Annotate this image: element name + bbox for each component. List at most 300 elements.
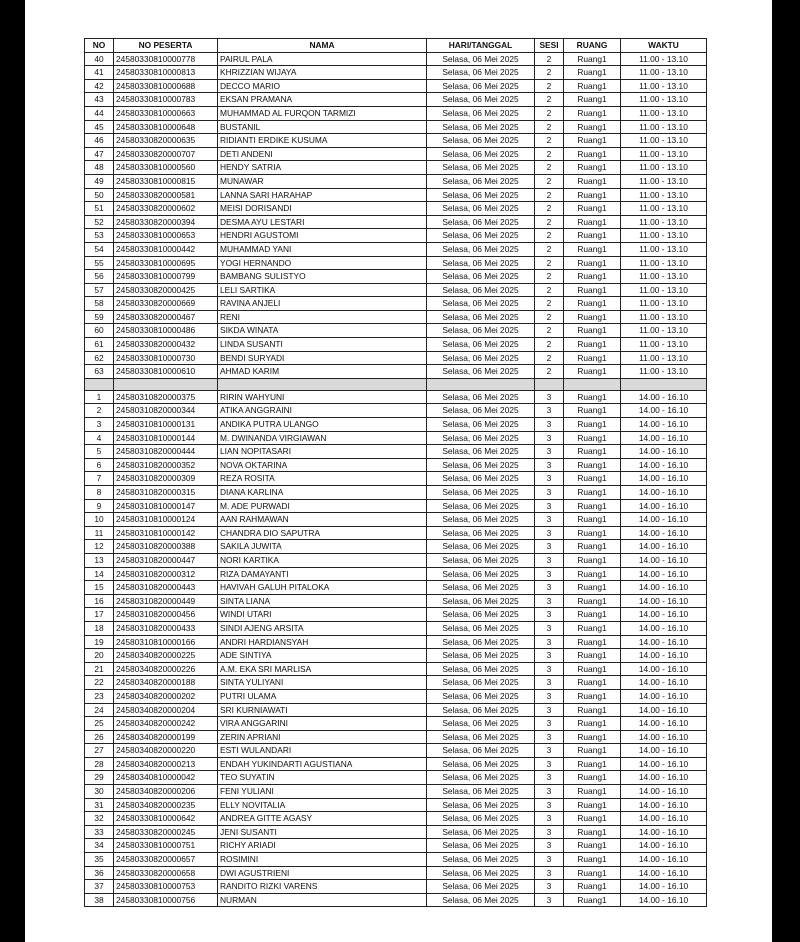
cell-no: 47: [85, 147, 114, 161]
cell-ruang: Ruang1: [564, 431, 621, 445]
cell-ruang: Ruang1: [564, 202, 621, 216]
cell-no: 5: [85, 445, 114, 459]
cell-no-peserta: 24580310820000449: [114, 594, 218, 608]
cell-hari-tanggal: Selasa, 06 Mei 2025: [427, 338, 535, 352]
cell-sesi: 2: [535, 242, 564, 256]
cell-nama: ZERIN APRIANI: [218, 730, 427, 744]
cell-ruang: Ruang1: [564, 717, 621, 731]
table-row: [85, 431, 707, 445]
cell-nama: RAVINA ANJELI: [218, 297, 427, 311]
table-row: [85, 567, 707, 581]
cell-hari-tanggal: Selasa, 06 Mei 2025: [427, 689, 535, 703]
cell-sesi: 3: [535, 825, 564, 839]
cell-hari-tanggal: Selasa, 06 Mei 2025: [427, 297, 535, 311]
cell-hari-tanggal: Selasa, 06 Mei 2025: [427, 621, 535, 635]
cell-ruang: Ruang1: [564, 486, 621, 500]
cell-waktu: 11.00 - 13.10: [621, 161, 707, 175]
cell-waktu: 11.00 - 13.10: [621, 338, 707, 352]
cell-waktu: 11.00 - 13.10: [621, 79, 707, 93]
cell-nama: MUNAWAR: [218, 174, 427, 188]
cell-hari-tanggal: Selasa, 06 Mei 2025: [427, 608, 535, 622]
table-row: [85, 744, 707, 758]
cell-waktu: 11.00 - 13.10: [621, 215, 707, 229]
cell-hari-tanggal: Selasa, 06 Mei 2025: [427, 134, 535, 148]
cell-ruang: Ruang1: [564, 351, 621, 365]
cell-sesi: 2: [535, 147, 564, 161]
cell-no: 42: [85, 79, 114, 93]
cell-nama: ELLY NOVITALIA: [218, 798, 427, 812]
separator-cell: [621, 378, 707, 390]
cell-sesi: 3: [535, 499, 564, 513]
cell-waktu: 14.00 - 16.10: [621, 621, 707, 635]
cell-hari-tanggal: Selasa, 06 Mei 2025: [427, 649, 535, 663]
cell-ruang: Ruang1: [564, 553, 621, 567]
cell-no-peserta: 24580330820000394: [114, 215, 218, 229]
cell-hari-tanggal: Selasa, 06 Mei 2025: [427, 757, 535, 771]
cell-ruang: Ruang1: [564, 229, 621, 243]
cell-sesi: 3: [535, 608, 564, 622]
cell-sesi: 2: [535, 161, 564, 175]
cell-ruang: Ruang1: [564, 676, 621, 690]
cell-no: 26: [85, 730, 114, 744]
cell-ruang: Ruang1: [564, 404, 621, 418]
cell-no-peserta: 24580330820000581: [114, 188, 218, 202]
table-row: [85, 621, 707, 635]
session-separator-row: [85, 378, 707, 390]
table-row: [85, 839, 707, 853]
cell-no-peserta: 24580310810000131: [114, 418, 218, 432]
cell-nama: LIAN NOPITASARI: [218, 445, 427, 459]
cell-no: 22: [85, 676, 114, 690]
header-sesi: SESI: [535, 39, 564, 53]
table-row: [85, 608, 707, 622]
cell-no: 35: [85, 853, 114, 867]
cell-nama: RIDIANTI ERDIKE KUSUMA: [218, 134, 427, 148]
table-row: [85, 853, 707, 867]
cell-nama: RIRIN WAHYUNI: [218, 390, 427, 404]
cell-sesi: 2: [535, 174, 564, 188]
table-row: [85, 499, 707, 513]
cell-no: 48: [85, 161, 114, 175]
table-row: [85, 161, 707, 175]
cell-ruang: Ruang1: [564, 526, 621, 540]
cell-nama: TEO SUYATIN: [218, 771, 427, 785]
cell-no: 62: [85, 351, 114, 365]
cell-no: 23: [85, 689, 114, 703]
cell-hari-tanggal: Selasa, 06 Mei 2025: [427, 458, 535, 472]
table-row: [85, 202, 707, 216]
cell-ruang: Ruang1: [564, 161, 621, 175]
cell-sesi: 2: [535, 106, 564, 120]
cell-nama: BUSTANIL: [218, 120, 427, 134]
cell-no: 34: [85, 839, 114, 853]
cell-no-peserta: 24580310810000142: [114, 526, 218, 540]
cell-sesi: 3: [535, 404, 564, 418]
cell-nama: NOVA OKTARINA: [218, 458, 427, 472]
cell-waktu: 14.00 - 16.10: [621, 649, 707, 663]
cell-waktu: 14.00 - 16.10: [621, 853, 707, 867]
table-row: [85, 893, 707, 907]
table-row: [85, 689, 707, 703]
cell-hari-tanggal: Selasa, 06 Mei 2025: [427, 771, 535, 785]
cell-no: 38: [85, 893, 114, 907]
table-row: [85, 188, 707, 202]
cell-sesi: 3: [535, 635, 564, 649]
cell-no: 50: [85, 188, 114, 202]
cell-hari-tanggal: Selasa, 06 Mei 2025: [427, 472, 535, 486]
cell-waktu: 14.00 - 16.10: [621, 404, 707, 418]
table-row: [85, 404, 707, 418]
cell-nama: ADE SINTIYA: [218, 649, 427, 663]
cell-sesi: 3: [535, 866, 564, 880]
cell-ruang: Ruang1: [564, 608, 621, 622]
cell-ruang: Ruang1: [564, 215, 621, 229]
cell-sesi: 3: [535, 812, 564, 826]
cell-nama: ESTI WULANDARI: [218, 744, 427, 758]
cell-nama: EKSAN PRAMANA: [218, 93, 427, 107]
cell-no-peserta: 24580310810000147: [114, 499, 218, 513]
cell-ruang: Ruang1: [564, 134, 621, 148]
cell-no-peserta: 24580310820000309: [114, 472, 218, 486]
cell-nama: JENI SUSANTI: [218, 825, 427, 839]
cell-waktu: 14.00 - 16.10: [621, 703, 707, 717]
cell-waktu: 14.00 - 16.10: [621, 662, 707, 676]
cell-sesi: 3: [535, 676, 564, 690]
cell-ruang: Ruang1: [564, 798, 621, 812]
cell-waktu: 14.00 - 16.10: [621, 717, 707, 731]
cell-waktu: 14.00 - 16.10: [621, 499, 707, 513]
cell-ruang: Ruang1: [564, 338, 621, 352]
cell-no-peserta: 24580330810000688: [114, 79, 218, 93]
cell-hari-tanggal: Selasa, 06 Mei 2025: [427, 270, 535, 284]
cell-sesi: 3: [535, 744, 564, 758]
cell-no: 25: [85, 717, 114, 731]
cell-sesi: 3: [535, 880, 564, 894]
cell-waktu: 11.00 - 13.10: [621, 324, 707, 338]
cell-hari-tanggal: Selasa, 06 Mei 2025: [427, 93, 535, 107]
table-row: [85, 540, 707, 554]
cell-nama: PUTRI ULAMA: [218, 689, 427, 703]
cell-no: 46: [85, 134, 114, 148]
cell-nama: RANDITO RIZKI VARENS: [218, 880, 427, 894]
cell-sesi: 3: [535, 418, 564, 432]
cell-nama: HAVIVAH GALUH PITALOKA: [218, 581, 427, 595]
cell-no: 58: [85, 297, 114, 311]
cell-ruang: Ruang1: [564, 324, 621, 338]
cell-no: 6: [85, 458, 114, 472]
cell-waktu: 11.00 - 13.10: [621, 242, 707, 256]
cell-nama: SINTA YULIYANI: [218, 676, 427, 690]
cell-waktu: 14.00 - 16.10: [621, 689, 707, 703]
table-row: [85, 662, 707, 676]
cell-nama: MUHAMMAD YANI: [218, 242, 427, 256]
cell-no: 55: [85, 256, 114, 270]
cell-no: 10: [85, 513, 114, 527]
cell-no-peserta: 24580310810000144: [114, 431, 218, 445]
cell-waktu: 14.00 - 16.10: [621, 635, 707, 649]
cell-hari-tanggal: Selasa, 06 Mei 2025: [427, 120, 535, 134]
cell-waktu: 14.00 - 16.10: [621, 839, 707, 853]
cell-no-peserta: 24580330810000663: [114, 106, 218, 120]
cell-ruang: Ruang1: [564, 594, 621, 608]
cell-nama: AHMAD KARIM: [218, 365, 427, 379]
cell-no-peserta: 24580330820000602: [114, 202, 218, 216]
cell-no: 4: [85, 431, 114, 445]
cell-nama: DWI AGUSTRIENI: [218, 866, 427, 880]
cell-hari-tanggal: Selasa, 06 Mei 2025: [427, 202, 535, 216]
cell-sesi: 2: [535, 351, 564, 365]
cell-ruang: Ruang1: [564, 730, 621, 744]
cell-sesi: 2: [535, 202, 564, 216]
table-row: [85, 486, 707, 500]
cell-no-peserta: 24580310820000352: [114, 458, 218, 472]
cell-no-peserta: 24580330810000486: [114, 324, 218, 338]
cell-no: 32: [85, 812, 114, 826]
cell-no: 29: [85, 771, 114, 785]
cell-ruang: Ruang1: [564, 513, 621, 527]
table-row: [85, 798, 707, 812]
cell-nama: SAKILA JUWITA: [218, 540, 427, 554]
cell-ruang: Ruang1: [564, 93, 621, 107]
cell-ruang: Ruang1: [564, 283, 621, 297]
cell-waktu: 11.00 - 13.10: [621, 66, 707, 80]
cell-no-peserta: 24580330820000707: [114, 147, 218, 161]
cell-nama: NORI KARTIKA: [218, 553, 427, 567]
cell-sesi: 2: [535, 93, 564, 107]
cell-no-peserta: 24580310820000443: [114, 581, 218, 595]
separator-cell: [564, 378, 621, 390]
cell-no-peserta: 24580340810000042: [114, 771, 218, 785]
table-row: [85, 106, 707, 120]
cell-no-peserta: 24580330810000778: [114, 52, 218, 66]
cell-nama: DETI ANDENI: [218, 147, 427, 161]
cell-hari-tanggal: Selasa, 06 Mei 2025: [427, 703, 535, 717]
cell-sesi: 3: [535, 839, 564, 853]
separator-cell: [114, 378, 218, 390]
cell-no-peserta: 24580330810000815: [114, 174, 218, 188]
cell-no-peserta: 24580310820000375: [114, 390, 218, 404]
cell-nama: YOGI HERNANDO: [218, 256, 427, 270]
cell-no: 27: [85, 744, 114, 758]
cell-no-peserta: 24580310820000456: [114, 608, 218, 622]
cell-no: 14: [85, 567, 114, 581]
cell-waktu: 14.00 - 16.10: [621, 608, 707, 622]
cell-no-peserta: 24580310820000388: [114, 540, 218, 554]
cell-hari-tanggal: Selasa, 06 Mei 2025: [427, 147, 535, 161]
cell-waktu: 14.00 - 16.10: [621, 866, 707, 880]
cell-sesi: 2: [535, 66, 564, 80]
cell-waktu: 11.00 - 13.10: [621, 52, 707, 66]
cell-no: 37: [85, 880, 114, 894]
cell-no: 30: [85, 785, 114, 799]
header-row: [85, 39, 707, 53]
table-row: [85, 526, 707, 540]
cell-hari-tanggal: Selasa, 06 Mei 2025: [427, 242, 535, 256]
cell-hari-tanggal: Selasa, 06 Mei 2025: [427, 66, 535, 80]
cell-nama: FENI YULIANI: [218, 785, 427, 799]
table-row: [85, 472, 707, 486]
cell-ruang: Ruang1: [564, 390, 621, 404]
table-row: [85, 351, 707, 365]
cell-ruang: Ruang1: [564, 188, 621, 202]
cell-sesi: 2: [535, 52, 564, 66]
participant-table: [84, 38, 707, 907]
cell-nama: M. ADE PURWADI: [218, 499, 427, 513]
cell-sesi: 3: [535, 757, 564, 771]
table-row: [85, 174, 707, 188]
cell-nama: HENDRI AGUSTOMI: [218, 229, 427, 243]
cell-no-peserta: 24580330810000695: [114, 256, 218, 270]
cell-no: 7: [85, 472, 114, 486]
cell-sesi: 2: [535, 79, 564, 93]
table-row: [85, 785, 707, 799]
cell-no: 21: [85, 662, 114, 676]
cell-hari-tanggal: Selasa, 06 Mei 2025: [427, 785, 535, 799]
cell-ruang: Ruang1: [564, 147, 621, 161]
cell-nama: DECCO MARIO: [218, 79, 427, 93]
cell-sesi: 2: [535, 310, 564, 324]
cell-ruang: Ruang1: [564, 499, 621, 513]
cell-hari-tanggal: Selasa, 06 Mei 2025: [427, 744, 535, 758]
cell-sesi: 3: [535, 853, 564, 867]
cell-no-peserta: 24580340820000225: [114, 649, 218, 663]
cell-hari-tanggal: Selasa, 06 Mei 2025: [427, 853, 535, 867]
cell-sesi: 2: [535, 365, 564, 379]
cell-nama: SRI KURNIAWATI: [218, 703, 427, 717]
table-row: [85, 256, 707, 270]
cell-nama: PAIRUL PALA: [218, 52, 427, 66]
cell-no-peserta: 24580330810000642: [114, 812, 218, 826]
table-row: [85, 66, 707, 80]
cell-ruang: Ruang1: [564, 581, 621, 595]
cell-waktu: 14.00 - 16.10: [621, 757, 707, 771]
cell-ruang: Ruang1: [564, 120, 621, 134]
cell-waktu: 14.00 - 16.10: [621, 390, 707, 404]
cell-waktu: 14.00 - 16.10: [621, 486, 707, 500]
cell-ruang: Ruang1: [564, 418, 621, 432]
cell-hari-tanggal: Selasa, 06 Mei 2025: [427, 486, 535, 500]
separator-cell: [427, 378, 535, 390]
cell-nama: MUHAMMAD AL FURQON TARMIZI: [218, 106, 427, 120]
cell-nama: SIKDA WINATA: [218, 324, 427, 338]
cell-sesi: 2: [535, 188, 564, 202]
cell-ruang: Ruang1: [564, 297, 621, 311]
cell-hari-tanggal: Selasa, 06 Mei 2025: [427, 825, 535, 839]
cell-no: 17: [85, 608, 114, 622]
cell-nama: M. DWINANDA VIRGIAWAN: [218, 431, 427, 445]
table-row: [85, 812, 707, 826]
cell-no-peserta: 24580340820000204: [114, 703, 218, 717]
table-row: [85, 242, 707, 256]
cell-hari-tanggal: Selasa, 06 Mei 2025: [427, 676, 535, 690]
table-row: [85, 771, 707, 785]
cell-no-peserta: 24580310820000312: [114, 567, 218, 581]
cell-waktu: 11.00 - 13.10: [621, 147, 707, 161]
table-row: [85, 324, 707, 338]
table-row: [85, 635, 707, 649]
cell-hari-tanggal: Selasa, 06 Mei 2025: [427, 662, 535, 676]
cell-sesi: 3: [535, 553, 564, 567]
cell-waktu: 14.00 - 16.10: [621, 581, 707, 595]
cell-no-peserta: 24580310820000315: [114, 486, 218, 500]
cell-sesi: 3: [535, 662, 564, 676]
cell-sesi: 2: [535, 120, 564, 134]
cell-ruang: Ruang1: [564, 270, 621, 284]
cell-sesi: 2: [535, 229, 564, 243]
cell-waktu: 14.00 - 16.10: [621, 540, 707, 554]
cell-waktu: 14.00 - 16.10: [621, 798, 707, 812]
cell-waktu: 11.00 - 13.10: [621, 93, 707, 107]
cell-hari-tanggal: Selasa, 06 Mei 2025: [427, 256, 535, 270]
cell-no-peserta: 24580340820000206: [114, 785, 218, 799]
cell-no-peserta: 24580330810000560: [114, 161, 218, 175]
cell-no-peserta: 24580330810000753: [114, 880, 218, 894]
cell-nama: SINTA LIANA: [218, 594, 427, 608]
cell-ruang: Ruang1: [564, 866, 621, 880]
cell-no: 49: [85, 174, 114, 188]
cell-waktu: 14.00 - 16.10: [621, 730, 707, 744]
cell-nama: LANNA SARI HARAHAP: [218, 188, 427, 202]
cell-ruang: Ruang1: [564, 458, 621, 472]
cell-waktu: 14.00 - 16.10: [621, 771, 707, 785]
cell-no-peserta: 24580310810000124: [114, 513, 218, 527]
cell-waktu: 14.00 - 16.10: [621, 553, 707, 567]
cell-sesi: 2: [535, 215, 564, 229]
cell-sesi: 2: [535, 134, 564, 148]
table-row: [85, 825, 707, 839]
cell-ruang: Ruang1: [564, 785, 621, 799]
cell-waktu: 14.00 - 16.10: [621, 526, 707, 540]
table-row: [85, 703, 707, 717]
table-row: [85, 553, 707, 567]
cell-no-peserta: 24580330810000442: [114, 242, 218, 256]
cell-no-peserta: 24580310820000447: [114, 553, 218, 567]
cell-nama: REZA ROSITA: [218, 472, 427, 486]
cell-no-peserta: 24580330810000756: [114, 893, 218, 907]
cell-hari-tanggal: Selasa, 06 Mei 2025: [427, 581, 535, 595]
cell-hari-tanggal: Selasa, 06 Mei 2025: [427, 106, 535, 120]
cell-no: 33: [85, 825, 114, 839]
cell-waktu: 14.00 - 16.10: [621, 594, 707, 608]
cell-no: 40: [85, 52, 114, 66]
cell-nama: DIANA KARLINA: [218, 486, 427, 500]
cell-hari-tanggal: Selasa, 06 Mei 2025: [427, 499, 535, 513]
cell-ruang: Ruang1: [564, 635, 621, 649]
cell-no-peserta: 24580340820000213: [114, 757, 218, 771]
table-row: [85, 283, 707, 297]
table-row: [85, 365, 707, 379]
cell-ruang: Ruang1: [564, 365, 621, 379]
cell-hari-tanggal: Selasa, 06 Mei 2025: [427, 635, 535, 649]
cell-waktu: 14.00 - 16.10: [621, 785, 707, 799]
cell-hari-tanggal: Selasa, 06 Mei 2025: [427, 431, 535, 445]
cell-nama: LINDA SUSANTI: [218, 338, 427, 352]
cell-sesi: 2: [535, 338, 564, 352]
cell-sesi: 3: [535, 771, 564, 785]
cell-no-peserta: 24580330820000635: [114, 134, 218, 148]
cell-no-peserta: 24580340820000202: [114, 689, 218, 703]
cell-ruang: Ruang1: [564, 649, 621, 663]
header-waktu: WAKTU: [621, 39, 707, 53]
separator-cell: [535, 378, 564, 390]
cell-ruang: Ruang1: [564, 703, 621, 717]
cell-hari-tanggal: Selasa, 06 Mei 2025: [427, 866, 535, 880]
cell-ruang: Ruang1: [564, 540, 621, 554]
cell-waktu: 14.00 - 16.10: [621, 744, 707, 758]
cell-waktu: 11.00 - 13.10: [621, 365, 707, 379]
cell-no: 2: [85, 404, 114, 418]
cell-nama: AAN RAHMAWAN: [218, 513, 427, 527]
